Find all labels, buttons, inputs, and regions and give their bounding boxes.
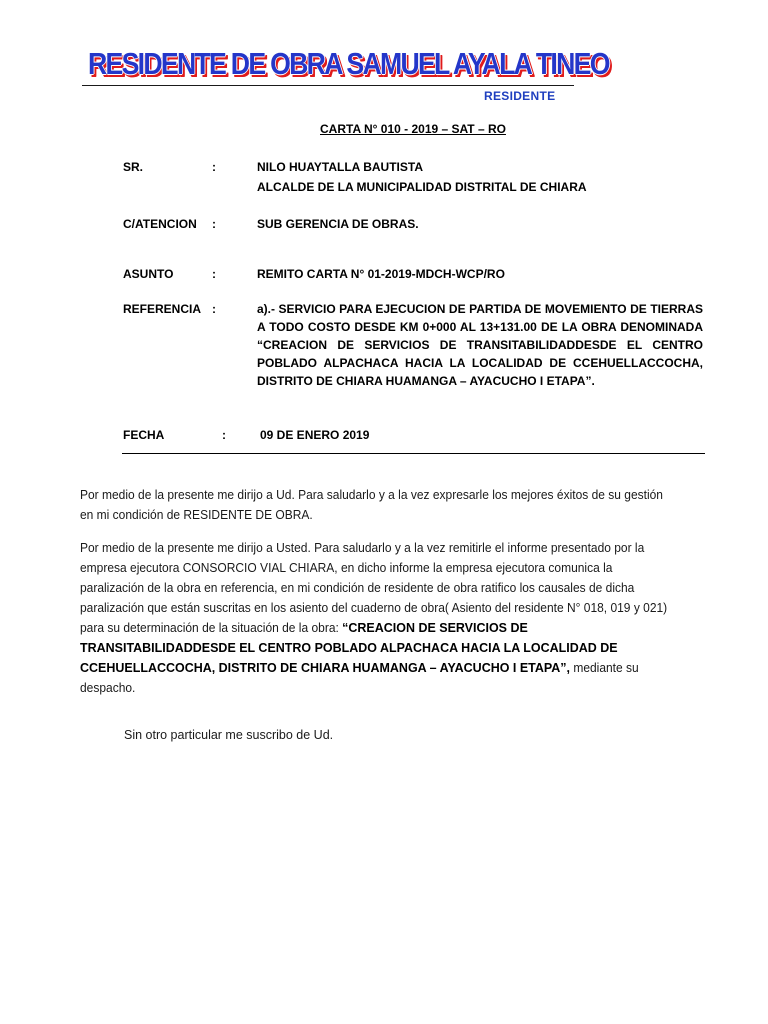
- recipient-title: ALCALDE DE LA MUNICIPALIDAD DISTRITAL DE CHIARA: [257, 180, 587, 194]
- body-paragraph-main: [80, 538, 675, 698]
- field-colon-fecha: :: [222, 428, 226, 442]
- date-value: 09 DE ENERO 2019: [260, 428, 370, 442]
- closing-line: Sin otro particular me suscribo de Ud.: [124, 728, 334, 742]
- body-paragraph-main-intro: Por medio de la presente me dirijo a Usted. Para saludarlo y a la vez remitirle el informe presentado por la empresa ejecutora CONSORCIO VIAL CHIARA, en dicho informe la empresa ejecutora comunica la paralización de la obra en referencia, en mi condición de residente de obra ratifico los causales de dicha paralización que están suscritas en los asiento del cuaderno de obra( Asiento del residente N° 018, 019 y 021) para su determinación de la situación de la obra:: [80, 541, 668, 635]
- letterhead-divider: [82, 85, 574, 86]
- field-colon-asunto: :: [212, 267, 216, 281]
- field-label-sr: SR.: [123, 160, 144, 174]
- project-name-bold: “CREACION DE SERVICIOS DE TRANSITABILIDADDESDE EL CENTRO POBLADO ALPACHACA HACIA LA LOCALIDAD DE CCEHUELLACCOCHA, DISTRITO DE CHIARA HUAMANGA – AYACUCHO I ETAPA”,: [80, 620, 618, 675]
- field-label-referencia: REFERENCIA: [123, 302, 202, 316]
- letterhead-subtitle: RESIDENTE: [484, 89, 556, 103]
- field-colon-atencion: :: [212, 217, 216, 231]
- header-divider: [122, 453, 705, 454]
- reference-value: a).- SERVICIO PARA EJECUCION DE PARTIDA DE MOVEMIENTO DE TIERRAS A TODO COSTO DESDE KM 0+000 AL 13+131.00 DE LA OBRA DENOMINADA “CREACION DE SERVICIOS DE TRANSITABILIDADDESDE EL CENTRO POBLADO ALPACHACA HACIA LA LOCALIDAD DE CCEHUELLACCOCHA, DISTRITO DE CHIARA HUAMANGA – AYACUCHO I ETAPA”.: [257, 302, 703, 388]
- recipient-name: NILO HUAYTALLA BAUTISTA: [257, 160, 423, 174]
- attention-value: SUB GERENCIA DE OBRAS.: [257, 217, 419, 231]
- field-label-fecha: FECHA: [123, 428, 165, 442]
- field-colon-referencia: :: [212, 302, 216, 316]
- letter-reference-number: CARTA N° 010 - 2019 – SAT – RO: [320, 122, 506, 136]
- body-paragraph-greeting: Por medio de la presente me dirijo a Ud. Para saludarlo y a la vez expresarle los mejores éxitos de su gestión en mi condición de RESIDENTE DE OBRA.: [80, 488, 663, 522]
- body-paragraph-main-end: mediante su despacho.: [80, 661, 639, 695]
- field-label-atencion: C/ATENCION: [123, 217, 197, 231]
- field-colon-sr: :: [212, 160, 216, 174]
- subject-value: REMITO CARTA N° 01-2019-MDCH-WCP/RO: [257, 267, 505, 281]
- letterhead-banner: RESIDENTE DE OBRA SAMUEL AYALA TINEO: [88, 46, 609, 81]
- field-label-asunto: ASUNTO: [123, 267, 174, 281]
